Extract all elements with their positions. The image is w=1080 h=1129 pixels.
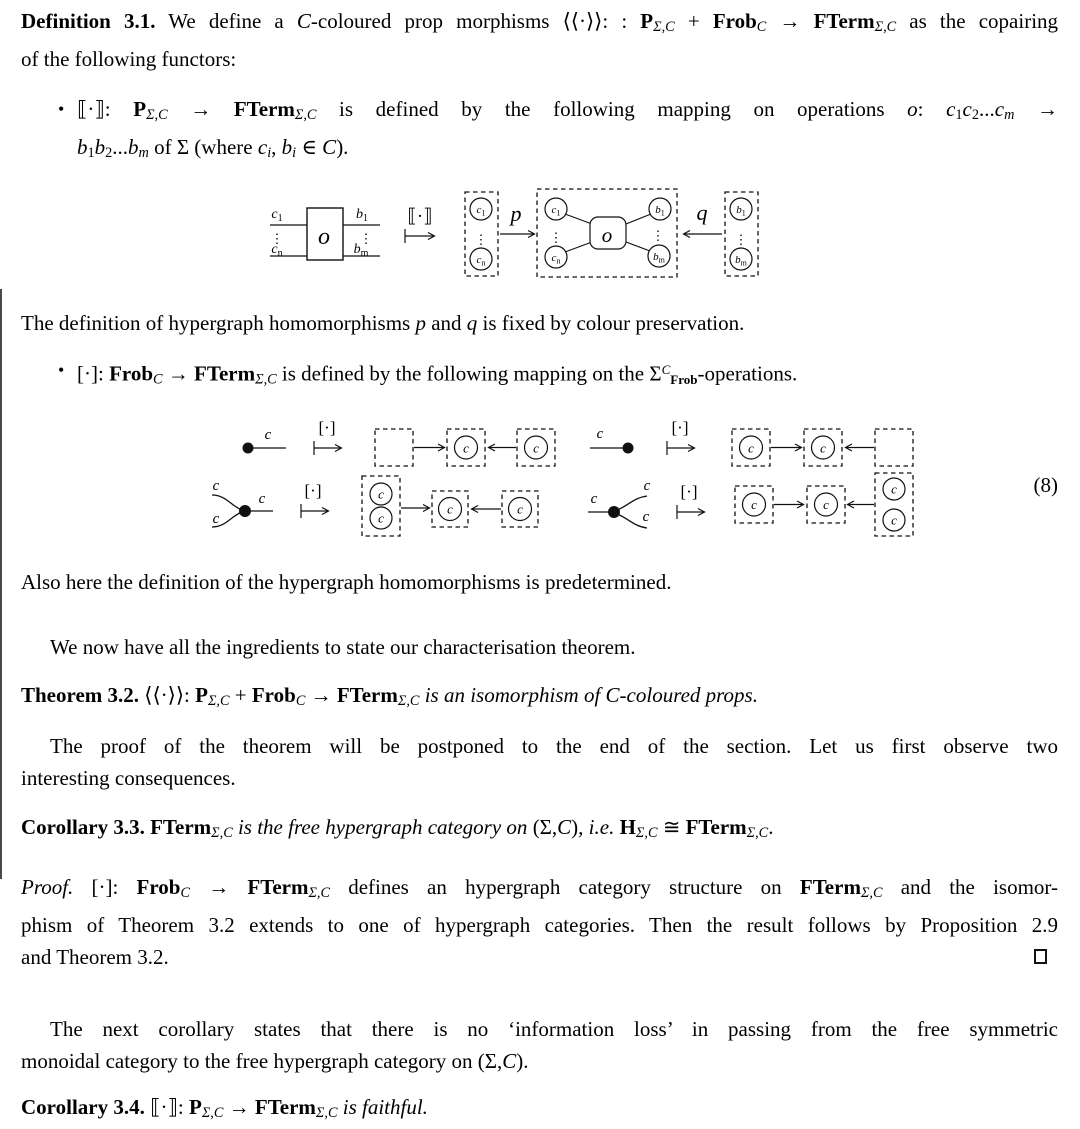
proof-line-1 [21,871,1058,909]
wire-label-bm: $b_m$ [353,242,369,260]
node-label-b1: $b_1$ [736,204,746,218]
text-segment: → [766,9,814,33]
vdots: ⋮ [474,232,488,248]
wire-label-c: c [642,508,650,525]
node-label-c: c [823,496,829,512]
text-segment: c [946,97,956,122]
caption-homomorphisms-fixed [21,307,1058,339]
homomorphism-q-arrow [684,200,722,234]
vdots: ⋮ [734,232,748,248]
text-segment: Σ,C [201,1105,224,1122]
term-graph-box [537,189,677,277]
wire-label-c: c [264,426,272,443]
text-segment: ... [112,135,129,160]
text-segment: FTerm [233,97,295,122]
text-segment: Frob [670,372,698,388]
node-label-c: c [748,440,754,456]
counit-generator-mapping [590,418,913,466]
text-segment: c [962,97,972,122]
bullet-item-body [77,93,1058,169]
unit-generator-mapping [243,418,556,466]
text-segment: FTerm [336,682,398,707]
vdots: ⋮ [651,228,665,244]
text-segment: C [180,884,190,901]
node-label-c: c [820,440,826,456]
double-bracket-functor-label: ⟦·⟧ [407,206,433,228]
bracket-functor-label: [·] [318,417,336,437]
text-segment: Σ,C [207,692,230,709]
text-segment: ). [336,135,349,160]
proof-line-3 [21,941,1058,973]
paragraph-proof-postponed [21,730,1058,794]
wire-label-c1: $c_1$ [271,207,283,225]
text-segment: C [153,372,163,389]
text-segment: FTerm [247,874,309,899]
equation-number: (8) [1033,472,1058,497]
text-segment: P [195,682,208,707]
corollary-3-3 [21,811,1058,849]
text-segment: interesting consequences. [21,765,236,790]
text-segment: Σ,C [653,19,675,36]
text-segment: o [907,97,918,122]
paragraph-next-corollary [21,1013,1058,1077]
text-segment: [·]: [77,361,110,386]
text-segment: ... [979,97,995,122]
node-label-c: c [891,481,897,497]
vdots: ⋮ [549,230,563,246]
proof-block [21,871,1058,973]
text-segment: b [77,135,88,160]
text-segment: monoidal category to the free hypergraph category on (Σ, [21,1048,503,1073]
text-segment: , i.e. [578,814,620,839]
wire-label-c: c [212,510,220,527]
text-segment: : [917,97,947,122]
text-segment: → [223,1094,255,1119]
text-segment: is an isomorphism of C-coloured props. [424,682,758,707]
text-segment: P [640,9,654,33]
text-segment: Corollary 3.4. [21,1094,145,1119]
vdots: ⋮ [359,231,373,247]
text-segment: C [756,19,767,36]
node-label-c1: $c_1$ [476,204,486,218]
text-segment: m [138,145,149,162]
p-label: p [510,201,522,227]
text-segment: c [257,135,268,160]
text-segment: The definition of hypergraph homomorphisms [21,311,416,336]
text-segment: H [619,814,636,839]
text-segment: is fixed by colour preservation. [477,311,745,336]
wire-label-c: c [212,477,220,494]
diagram-frobenius-mapping-svg [200,416,1010,551]
text-segment: C [557,814,572,839]
text-segment: Definition 3.1. [21,9,156,33]
node-label-c: c [891,512,897,528]
comultiplication-dot [608,506,620,518]
empty-term-box [375,429,413,466]
text-segment: Σ,C [146,107,168,124]
bullet-item-body [77,354,1058,396]
node-label-c: c [447,501,453,517]
text-segment: is defined by the following mapping on operations [316,97,908,122]
generator-box-diagram [270,207,380,260]
node-label-bm: $b_m$ [653,251,665,265]
vdots: ⋮ [270,231,284,247]
q-label: q [696,200,708,226]
text-segment: Frob [136,874,181,899]
text-segment: and Theorem 3.2. [21,944,169,969]
text-segment: defines an hypergraph category structure on [330,874,800,899]
text-segment: ∈ [296,135,323,160]
text-segment: i [292,145,297,162]
text-segment: ) [571,814,579,839]
bracket-functor-label: [·] [304,480,322,500]
text-segment: Frob [109,361,154,386]
next-corollary-line-2 [21,1045,1058,1077]
input-nodes-box [465,192,498,276]
output-nodes-box [725,192,758,276]
text-segment: and the isomor- [882,874,1058,899]
text-segment: as the copairing [896,9,1059,33]
text-segment: Σ,C [860,884,883,901]
text-segment: C [295,692,306,709]
node-label-c: c [378,510,384,526]
node-label-c: c [533,440,539,456]
caption-predetermined [21,566,1058,598]
text-segment: of the following functors: [21,47,237,72]
counit-dot [623,442,634,453]
text-segment: We define a [155,9,297,33]
node-label-cn: $c_n$ [551,252,561,266]
text-segment: Frob [712,9,757,33]
text-segment: Σ,C [294,107,317,124]
text-segment: → [1014,97,1059,122]
proof-postponed-line-2 [21,762,1058,794]
bullet-item-single-bracket-functor [21,354,1058,396]
text-segment: P [133,97,147,122]
proof-line-2 [21,909,1058,941]
corollary-3-4 [21,1091,1058,1129]
text-segment: C [502,1048,517,1073]
paper-page [0,5,1080,1122]
text-segment: is faithful. [342,1094,428,1119]
text-segment: Proof. [21,874,74,899]
node-label-c: c [378,486,384,502]
text-segment: 1 [955,107,963,124]
text-segment: b [94,135,106,160]
text-segment: ⟨⟨·⟩⟩: [139,682,196,707]
text-segment: is the free hypergraph category on [237,814,533,839]
text-segment: Σ,C [874,19,897,36]
text-segment: We now have all the ingredients to state our characterisation theorem. [50,634,636,659]
text-segment: q [466,311,478,336]
text-segment: + [229,682,252,707]
text-segment: ⟦·⟧: [144,1094,189,1119]
text-segment: Also here the definition of the hypergraph homomorphisms is predetermined. [21,569,672,594]
proof-line-3-text [21,941,169,973]
text-segment: FTerm [813,9,875,33]
text-segment: m [1004,107,1015,124]
text-segment: FTerm [254,1094,316,1119]
wire-label-cn: $c_n$ [271,242,283,260]
text-segment: FTerm [685,814,747,839]
text-segment: Σ,C [746,824,769,841]
text-segment: C [661,362,671,378]
text-segment: i [267,145,272,162]
wire-label-c: c [643,477,651,494]
text-segment: Σ,C [397,692,420,709]
diagram-frobenius-mapping [200,416,1058,551]
text-segment: FTerm [194,361,256,386]
text-segment: → [162,361,195,386]
text-segment: The proof of the theorem will be postponed to the end of the section. Let us first observe two [50,733,1058,758]
bullet-item-double-bracket-functor [21,93,1058,169]
text-segment: ≅ [657,814,686,839]
wire-label-b1: $b_1$ [356,207,368,225]
paper-content [0,5,1080,1129]
bullet1-line-2 [77,131,1058,169]
text-segment: P [188,1094,202,1119]
text-segment: is defined by the following mapping on the Σ [276,361,662,386]
text-segment: Σ,C [211,824,233,841]
definition-3-1-line-2 [21,43,1058,75]
text-segment: Σ,C [255,372,277,389]
text-segment: and [425,311,467,336]
text-segment: Frob [251,682,296,707]
text-segment: → [167,97,234,122]
bullet-marker: • [58,360,65,381]
text-segment: Corollary 3.3. [21,814,145,839]
paragraph-ingredients [21,631,1058,663]
text-segment: The next corollary states that there is no ‘information loss’ in passing from the free symmetric [50,1016,1058,1041]
text-segment: of Σ (where [148,135,258,160]
text-segment: + [674,9,713,33]
text-segment: Σ,C [308,884,331,901]
text-segment: phism of Theorem 3.2 extends to one of hypergraph categories. Then the result follows by Proposition 2.9 [21,912,1058,937]
qed-square [1034,949,1047,964]
node-label-c: c [751,496,757,512]
text-segment: b [281,135,293,160]
text-segment: Theorem 3.2. [21,682,140,707]
node-label-bm: $b_m$ [735,254,747,268]
bracket-functor-label: [·] [680,481,698,501]
text-segment: Σ,C [635,824,658,841]
text-segment: Σ,C [315,1105,338,1122]
bullet2-line-1 [77,354,1058,396]
text-segment: -operations. [697,361,798,386]
text-segment: [·]: [73,874,137,899]
text-segment: → [305,682,337,707]
theorem-3-2 [21,679,1058,717]
wire-label-c: c [258,490,266,507]
diagram-operation-mapping [260,185,760,297]
node-label-c1: $c_1$ [551,204,561,218]
text-segment: (Σ, [532,814,558,839]
bullet-marker: • [58,99,65,120]
text-segment: 1 [87,145,95,162]
text-segment: p [415,311,426,336]
text-segment: . [768,814,774,839]
page-edge-line [0,289,2,879]
wire-label-c: c [596,425,604,442]
bullet1-line-1 [77,93,1058,131]
text-segment: FTerm [799,874,861,899]
proof-postponed-line-1 [21,730,1058,762]
hyperedge-label: o [601,223,613,248]
multiplication-generator-mapping [212,476,538,536]
node-label-cn: $c_n$ [476,254,486,268]
definition-3-1-line-1 [21,5,1058,43]
text-segment: b [128,135,139,160]
text-segment: ⟦·⟧: [77,97,134,122]
definition-3-1 [21,5,1058,75]
text-segment: 2 [971,107,980,124]
text-segment: c [994,97,1005,122]
text-segment: C [296,9,311,33]
text-segment: → [190,874,248,899]
node-label-c: c [463,440,469,456]
next-corollary-line-1 [21,1013,1058,1045]
text-segment: -coloured prop morphisms ⟨⟨·⟩⟩: : [310,9,641,33]
generator-box-label: o [318,224,330,251]
interpretation-mapsto-arrow [405,206,434,243]
node-label-c: c [517,501,523,517]
text-segment: 2 [105,145,113,162]
diagram-operation-mapping-svg [260,185,760,297]
empty-term-box [875,429,913,466]
node-label-b1: $b_1$ [655,204,665,218]
text-segment: FTerm [150,814,212,839]
text-segment: ). [516,1048,529,1073]
text-segment: C [322,135,337,160]
text-segment: , [271,135,282,160]
wire-label-c: c [590,490,598,507]
homomorphism-p-arrow [500,201,534,234]
comultiplication-generator-mapping [588,473,913,536]
bracket-functor-label: [·] [671,417,689,437]
